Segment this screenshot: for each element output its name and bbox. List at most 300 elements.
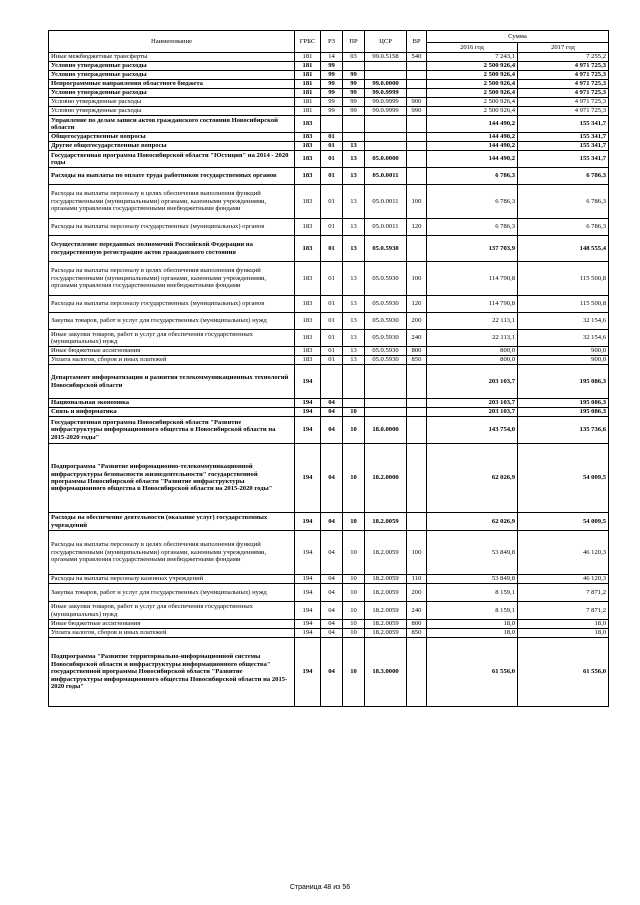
row-vr <box>407 513 427 531</box>
row-vr <box>407 80 427 89</box>
row-sum-2016: 18,0 <box>427 629 518 638</box>
row-rz: 99 <box>321 71 343 80</box>
table-row <box>49 629 609 638</box>
table-row <box>49 575 609 584</box>
row-rz: 01 <box>321 151 343 168</box>
row-rz: 04 <box>321 408 343 417</box>
page-footer: Страница 48 из 56 <box>289 884 351 891</box>
row-sum-2017: 4 971 725,3 <box>518 80 609 89</box>
row-pr <box>343 133 365 142</box>
row-sum-2017: 4 971 725,3 <box>518 71 609 80</box>
row-vr <box>407 62 427 71</box>
row-csr: 05.0.5930 <box>365 356 407 365</box>
table-row <box>49 107 609 116</box>
row-vr <box>407 116 427 133</box>
row-name: Управление по делам записи актов гражданского состояния Новосибирской области <box>49 116 295 133</box>
row-csr <box>365 408 407 417</box>
row-csr: 05.0.5930 <box>365 262 407 296</box>
row-grbs: 194 <box>295 513 321 531</box>
row-sum-2016: 203 103,7 <box>427 399 518 408</box>
row-rz <box>321 116 343 133</box>
row-grbs: 183 <box>295 356 321 365</box>
row-sum-2017: 7 871,2 <box>518 584 609 602</box>
row-csr: 18.3.0000 <box>365 638 407 707</box>
row-csr: 18.2.0000 <box>365 444 407 513</box>
row-vr: 100 <box>407 262 427 296</box>
row-csr <box>365 133 407 142</box>
row-grbs: 194 <box>295 638 321 707</box>
row-sum-2017: 195 086,3 <box>518 365 609 399</box>
row-vr: 200 <box>407 584 427 602</box>
row-sum-2016: 22 113,1 <box>427 330 518 347</box>
row-vr: 900 <box>407 98 427 107</box>
table-row <box>49 513 609 531</box>
row-sum-2017: 115 500,8 <box>518 262 609 296</box>
row-vr <box>407 365 427 399</box>
row-pr: 13 <box>343 296 365 313</box>
row-csr <box>365 399 407 408</box>
row-name: Уплата налогов, сборов и иных платежей <box>49 356 295 365</box>
row-grbs: 183 <box>295 116 321 133</box>
table-row <box>49 89 609 98</box>
row-sum-2016: 114 790,8 <box>427 262 518 296</box>
row-vr: 990 <box>407 107 427 116</box>
row-sum-2016: 144 490,2 <box>427 133 518 142</box>
row-grbs: 183 <box>295 151 321 168</box>
row-pr: 13 <box>343 356 365 365</box>
table-body <box>49 53 609 707</box>
row-sum-2017: 4 971 725,3 <box>518 89 609 98</box>
row-pr: 13 <box>343 168 365 185</box>
row-pr: 13 <box>343 330 365 347</box>
row-pr: 10 <box>343 417 365 444</box>
row-pr: 10 <box>343 408 365 417</box>
row-vr: 240 <box>407 330 427 347</box>
row-csr: 18.2.0059 <box>365 513 407 531</box>
table-row <box>49 313 609 330</box>
row-name: Иные закупки товаров, работ и услуг для обеспечения государственных (муниципальных) нужд <box>49 602 295 620</box>
row-pr <box>343 399 365 408</box>
row-csr: 99.0.9999 <box>365 89 407 98</box>
row-sum-2016: 137 703,9 <box>427 236 518 262</box>
row-grbs: 181 <box>295 71 321 80</box>
row-grbs: 194 <box>295 417 321 444</box>
row-rz: 01 <box>321 356 343 365</box>
table-row <box>49 365 609 399</box>
row-pr: 10 <box>343 638 365 707</box>
row-sum-2016: 114 790,8 <box>427 296 518 313</box>
row-grbs: 181 <box>295 98 321 107</box>
budget-sheet <box>48 30 608 707</box>
row-name: Закупка товаров, работ и услуг для государственных (муниципальных) нужд <box>49 313 295 330</box>
row-name: Условно утвержденные расходы <box>49 62 295 71</box>
row-rz: 99 <box>321 98 343 107</box>
row-pr: 99 <box>343 98 365 107</box>
table-row <box>49 356 609 365</box>
row-csr <box>365 142 407 151</box>
row-sum-2016: 8 159,1 <box>427 602 518 620</box>
row-sum-2016: 62 026,9 <box>427 444 518 513</box>
row-sum-2017: 7 871,2 <box>518 602 609 620</box>
header-grbs: ГРБС <box>295 31 321 53</box>
row-name: Подпрограмма "Развитие информационно-телекоммуникационной инфраструктуры безопасности жизнедеятельности" государственной программы Новосибирской области "Развитие инфраструктуры информационного общества в Новосибирской области на 2015-2020 годы" <box>49 444 295 513</box>
row-rz: 01 <box>321 262 343 296</box>
row-name: Условно утвержденные расходы <box>49 98 295 107</box>
table-row <box>49 219 609 236</box>
row-sum-2016: 2 500 926,4 <box>427 62 518 71</box>
row-sum-2017: 61 556,0 <box>518 638 609 707</box>
row-vr: 110 <box>407 575 427 584</box>
row-csr: 05.0.5930 <box>365 347 407 356</box>
row-sum-2017: 6 786,3 <box>518 168 609 185</box>
row-grbs: 194 <box>295 620 321 629</box>
row-vr: 120 <box>407 296 427 313</box>
row-name: Иные закупки товаров, работ и услуг для обеспечения государственных (муниципальных) нужд <box>49 330 295 347</box>
row-rz: 99 <box>321 80 343 89</box>
row-pr: 13 <box>343 151 365 168</box>
row-name: Расходы на выплаты персоналу государственных (муниципальных) органов <box>49 296 295 313</box>
row-grbs: 194 <box>295 399 321 408</box>
row-pr: 10 <box>343 602 365 620</box>
row-pr: 13 <box>343 313 365 330</box>
row-csr: 05.0.5930 <box>365 296 407 313</box>
row-grbs: 183 <box>295 219 321 236</box>
row-name: Государственная программа Новосибирской области "Юстиция" на 2014 - 2020 годы <box>49 151 295 168</box>
row-pr: 13 <box>343 219 365 236</box>
row-name: Расходы на выплаты персоналу казенных учреждений <box>49 575 295 584</box>
row-pr: 03 <box>343 53 365 62</box>
row-vr: 540 <box>407 53 427 62</box>
table-row <box>49 638 609 707</box>
row-sum-2016: 2 500 926,4 <box>427 107 518 116</box>
row-sum-2016: 61 556,0 <box>427 638 518 707</box>
row-pr: 10 <box>343 620 365 629</box>
row-vr <box>407 168 427 185</box>
row-sum-2016: 144 490,2 <box>427 116 518 133</box>
row-rz: 01 <box>321 347 343 356</box>
row-rz: 99 <box>321 89 343 98</box>
row-csr <box>365 62 407 71</box>
row-csr: 05.0.0000 <box>365 151 407 168</box>
row-vr: 850 <box>407 629 427 638</box>
row-rz: 04 <box>321 513 343 531</box>
row-pr <box>343 116 365 133</box>
row-sum-2017: 6 786,3 <box>518 219 609 236</box>
row-pr: 10 <box>343 629 365 638</box>
row-sum-2016: 6 786,3 <box>427 219 518 236</box>
row-rz: 99 <box>321 107 343 116</box>
row-vr <box>407 89 427 98</box>
row-sum-2017: 135 736,6 <box>518 417 609 444</box>
row-name: Непрограммные направления областного бюджета <box>49 80 295 89</box>
row-grbs: 183 <box>295 330 321 347</box>
table-row <box>49 602 609 620</box>
row-csr: 99.0.9999 <box>365 107 407 116</box>
row-sum-2017: 54 009,5 <box>518 444 609 513</box>
row-csr <box>365 71 407 80</box>
row-sum-2017: 18,0 <box>518 629 609 638</box>
row-grbs: 183 <box>295 296 321 313</box>
row-sum-2016: 800,0 <box>427 347 518 356</box>
row-sum-2017: 32 154,6 <box>518 313 609 330</box>
table-row <box>49 347 609 356</box>
row-name: Уплата налогов, сборов и иных платежей <box>49 629 295 638</box>
table-row <box>49 133 609 142</box>
row-rz: 04 <box>321 629 343 638</box>
row-vr <box>407 142 427 151</box>
row-name: Осуществление переданных полномочий Российской Федерации на государственную регистрацию актов гражданского состояния <box>49 236 295 262</box>
row-rz: 01 <box>321 185 343 219</box>
row-csr: 18.2.0059 <box>365 629 407 638</box>
row-rz: 04 <box>321 620 343 629</box>
row-name: Закупка товаров, работ и услуг для государственных (муниципальных) нужд <box>49 584 295 602</box>
row-pr: 10 <box>343 513 365 531</box>
row-name: Иные бюджетные ассигнования <box>49 620 295 629</box>
row-sum-2016: 8 159,1 <box>427 584 518 602</box>
row-sum-2016: 2 500 926,4 <box>427 89 518 98</box>
row-grbs: 181 <box>295 107 321 116</box>
row-csr <box>365 116 407 133</box>
row-csr <box>365 365 407 399</box>
row-csr: 18.2.0059 <box>365 531 407 575</box>
row-rz: 04 <box>321 399 343 408</box>
table-row <box>49 620 609 629</box>
row-vr: 240 <box>407 602 427 620</box>
row-vr <box>407 399 427 408</box>
row-name: Департамент информатизации и развития телекоммуникационных технологий Новосибирской области <box>49 365 295 399</box>
table-row <box>49 408 609 417</box>
table-row <box>49 151 609 168</box>
row-rz: 01 <box>321 313 343 330</box>
row-csr: 18.2.0059 <box>365 584 407 602</box>
row-pr: 99 <box>343 71 365 80</box>
header-vr: ВР <box>407 31 427 53</box>
row-sum-2016: 18,0 <box>427 620 518 629</box>
row-name: Расходы на выплаты персоналу в целях обеспечения выполнения функций государственными (муниципальными) органами, казенными учреждениями, органами управления государственными внебюджетными фондами <box>49 262 295 296</box>
budget-table <box>48 30 609 707</box>
row-rz: 01 <box>321 236 343 262</box>
table-row <box>49 296 609 313</box>
row-csr: 18.2.0059 <box>365 602 407 620</box>
table-row <box>49 168 609 185</box>
row-sum-2017: 155 341,7 <box>518 142 609 151</box>
row-rz: 01 <box>321 142 343 151</box>
row-name: Расходы на выплаты персоналу государственных (муниципальных) органов <box>49 219 295 236</box>
row-grbs: 194 <box>295 575 321 584</box>
row-sum-2017: 900,0 <box>518 347 609 356</box>
table-row <box>49 185 609 219</box>
row-grbs: 183 <box>295 185 321 219</box>
row-grbs: 183 <box>295 313 321 330</box>
row-grbs: 181 <box>295 53 321 62</box>
row-csr: 05.0.5930 <box>365 236 407 262</box>
row-sum-2017: 4 971 725,3 <box>518 98 609 107</box>
row-csr: 99.0.0000 <box>365 80 407 89</box>
row-vr: 100 <box>407 185 427 219</box>
row-sum-2016: 2 500 926,4 <box>427 80 518 89</box>
row-sum-2016: 2 500 926,4 <box>427 71 518 80</box>
row-sum-2016: 6 786,3 <box>427 185 518 219</box>
row-pr: 99 <box>343 107 365 116</box>
row-sum-2016: 6 786,3 <box>427 168 518 185</box>
row-csr: 99.0.9999 <box>365 98 407 107</box>
row-name: Условно утвержденные расходы <box>49 89 295 98</box>
row-sum-2017: 148 555,4 <box>518 236 609 262</box>
row-vr <box>407 236 427 262</box>
row-rz: 01 <box>321 133 343 142</box>
row-sum-2016: 144 490,2 <box>427 151 518 168</box>
row-sum-2016: 144 490,2 <box>427 142 518 151</box>
row-pr: 10 <box>343 444 365 513</box>
row-sum-2017: 7 255,2 <box>518 53 609 62</box>
row-sum-2017: 4 971 725,3 <box>518 62 609 71</box>
row-rz: 01 <box>321 168 343 185</box>
row-vr: 800 <box>407 620 427 629</box>
row-grbs: 183 <box>295 142 321 151</box>
table-row <box>49 53 609 62</box>
row-pr: 13 <box>343 142 365 151</box>
row-grbs: 194 <box>295 408 321 417</box>
header-sum: Сумма <box>427 31 609 43</box>
table-row <box>49 531 609 575</box>
row-sum-2016: 203 103,7 <box>427 408 518 417</box>
header-pr: ПР <box>343 31 365 53</box>
table-row <box>49 62 609 71</box>
header-year-2016: 2016 год <box>427 43 518 53</box>
row-pr: 10 <box>343 531 365 575</box>
row-pr: 13 <box>343 236 365 262</box>
row-sum-2017: 155 341,7 <box>518 133 609 142</box>
row-grbs: 183 <box>295 262 321 296</box>
row-sum-2016: 800,0 <box>427 356 518 365</box>
row-vr <box>407 417 427 444</box>
table-row <box>49 399 609 408</box>
table-row <box>49 444 609 513</box>
row-rz: 04 <box>321 638 343 707</box>
row-rz: 99 <box>321 62 343 71</box>
row-pr: 10 <box>343 584 365 602</box>
row-rz: 01 <box>321 219 343 236</box>
row-vr <box>407 151 427 168</box>
row-grbs: 181 <box>295 89 321 98</box>
header-name: Наименование <box>49 31 295 53</box>
row-csr: 18.0.0000 <box>365 417 407 444</box>
table-row <box>49 330 609 347</box>
row-name: Другие общегосударственные вопросы <box>49 142 295 151</box>
row-name: Общегосударственные вопросы <box>49 133 295 142</box>
row-vr <box>407 133 427 142</box>
row-sum-2016: 53 849,8 <box>427 531 518 575</box>
row-vr <box>407 71 427 80</box>
header-csr: ЦСР <box>365 31 407 53</box>
row-sum-2017: 6 786,3 <box>518 185 609 219</box>
row-grbs: 194 <box>295 365 321 399</box>
row-sum-2017: 195 086,3 <box>518 399 609 408</box>
row-csr: 05.0.5930 <box>365 330 407 347</box>
row-rz: 04 <box>321 584 343 602</box>
table-row <box>49 116 609 133</box>
row-csr: 05.0.0011 <box>365 168 407 185</box>
row-grbs: 183 <box>295 347 321 356</box>
row-grbs: 194 <box>295 444 321 513</box>
row-name: Расходы на выплаты персоналу в целях обеспечения выполнения функций государственными (муниципальными) органами, казенными учреждениями, органами управления государственными внебюджетными фондами <box>49 531 295 575</box>
row-sum-2017: 155 341,7 <box>518 151 609 168</box>
row-pr: 99 <box>343 89 365 98</box>
row-rz: 01 <box>321 296 343 313</box>
row-pr <box>343 365 365 399</box>
row-vr: 850 <box>407 356 427 365</box>
row-sum-2017: 46 120,3 <box>518 575 609 584</box>
table-row <box>49 236 609 262</box>
row-grbs: 183 <box>295 133 321 142</box>
row-pr <box>343 62 365 71</box>
row-grbs: 194 <box>295 531 321 575</box>
row-rz <box>321 365 343 399</box>
row-csr: 18.2.0059 <box>365 575 407 584</box>
header-rz: РЗ <box>321 31 343 53</box>
row-sum-2017: 4 971 725,3 <box>518 107 609 116</box>
row-csr: 05.0.5930 <box>365 313 407 330</box>
row-rz: 01 <box>321 330 343 347</box>
row-name: Иные бюджетные ассигнования <box>49 347 295 356</box>
row-name: Условно утвержденные расходы <box>49 71 295 80</box>
row-rz: 14 <box>321 53 343 62</box>
row-sum-2016: 2 500 926,4 <box>427 98 518 107</box>
row-name: Расходы на выплаты персоналу в целях обеспечения выполнения функций государственными (муниципальными) органами, казенными учреждениями, органами управления государственными внебюджетными фондами <box>49 185 295 219</box>
row-pr: 10 <box>343 575 365 584</box>
row-grbs: 194 <box>295 629 321 638</box>
row-grbs: 194 <box>295 584 321 602</box>
table-row <box>49 98 609 107</box>
row-csr: 99.0.5158 <box>365 53 407 62</box>
row-grbs: 181 <box>295 80 321 89</box>
row-sum-2016: 7 243,1 <box>427 53 518 62</box>
row-csr: 18.2.0059 <box>365 620 407 629</box>
row-sum-2017: 18,0 <box>518 620 609 629</box>
row-sum-2017: 900,0 <box>518 356 609 365</box>
row-vr: 200 <box>407 313 427 330</box>
row-name: Расходы на выплаты по оплате труда работников государственных органов <box>49 168 295 185</box>
row-vr: 100 <box>407 531 427 575</box>
row-rz: 04 <box>321 575 343 584</box>
table-row <box>49 80 609 89</box>
row-sum-2017: 32 154,6 <box>518 330 609 347</box>
row-sum-2016: 53 849,8 <box>427 575 518 584</box>
row-sum-2016: 143 754,0 <box>427 417 518 444</box>
row-grbs: 183 <box>295 168 321 185</box>
row-pr: 13 <box>343 347 365 356</box>
row-sum-2016: 62 026,9 <box>427 513 518 531</box>
row-sum-2017: 155 341,7 <box>518 116 609 133</box>
row-name: Условно утвержденные расходы <box>49 107 295 116</box>
header-year-2017: 2017 год <box>518 43 609 53</box>
row-rz: 04 <box>321 531 343 575</box>
row-name: Государственная программа Новосибирской области "Развитие инфраструктуры информационного общества в Новосибирской области на 2015-2020 годы" <box>49 417 295 444</box>
row-name: Связь и информатика <box>49 408 295 417</box>
row-pr: 13 <box>343 185 365 219</box>
row-vr: 120 <box>407 219 427 236</box>
row-pr: 99 <box>343 80 365 89</box>
row-sum-2017: 115 500,8 <box>518 296 609 313</box>
table-row <box>49 262 609 296</box>
row-sum-2016: 22 113,1 <box>427 313 518 330</box>
row-vr <box>407 408 427 417</box>
row-rz: 04 <box>321 417 343 444</box>
row-sum-2017: 46 120,3 <box>518 531 609 575</box>
row-csr: 05.0.0011 <box>365 219 407 236</box>
row-name: Национальная экономика <box>49 399 295 408</box>
row-name: Подпрограмма "Развитие территориально-информационной системы Новосибирской области и инфраструктуры информационного общества" государственной программы Новосибирской области "Развитие инфраструктуры информационного общества Новосибирской области на 2015-2020 годы" <box>49 638 295 707</box>
